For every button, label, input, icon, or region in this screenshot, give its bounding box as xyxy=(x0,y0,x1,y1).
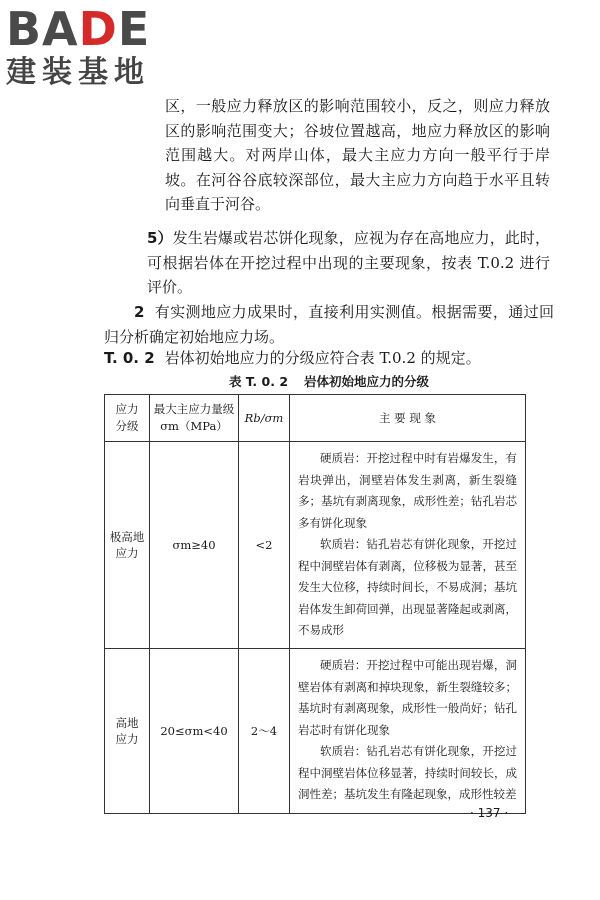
header-grade: 应力 分级 xyxy=(105,395,150,442)
item-number: 5） xyxy=(147,229,173,247)
cell-magnitude: 20≤σm<40 xyxy=(150,648,239,813)
phenomena-hard-rock: 硬质岩：开挖过程中可能出现岩爆，洞壁岩体有剥离和掉块现象，新生裂缝较多；基坑时有剥离现象，成形性一般尚好；钻孔岩芯时有饼化现象 xyxy=(298,658,517,737)
paragraph-t02 xyxy=(104,346,554,371)
table-caption-number: 表 T. 0. 2 xyxy=(228,374,289,389)
brand-logo xyxy=(6,4,186,90)
cell-ratio: <2 xyxy=(239,442,290,649)
paragraph-clause-2 xyxy=(104,300,554,349)
phenomena-soft-rock: 软质岩：钻孔岩芯有饼化现象，开挖过程中洞壁岩体有剥离，位移极为显著，甚至发生大位移，持续时间长，不易成洞；基坑岩体发生卸荷回弹，出现显著隆起或剥离，不易成形 xyxy=(298,537,517,637)
logo-wordmark xyxy=(6,4,186,54)
logo-part-1: BA xyxy=(6,2,79,56)
paragraph-item-5 xyxy=(147,226,550,300)
cell-phenomena xyxy=(290,442,526,649)
clause-number: 2 xyxy=(134,303,145,321)
cell-magnitude: σm≥40 xyxy=(150,442,239,649)
logo-part-3: E xyxy=(117,2,151,56)
table-row xyxy=(105,648,526,813)
page-number: · 137 · xyxy=(470,806,509,820)
stress-grade-table xyxy=(104,394,526,814)
header-phenomena: 主 要 现 象 xyxy=(290,395,526,442)
phenomena-hard-rock: 硬质岩：开挖过程中时有岩爆发生，有岩块弹出，洞壁岩体发生剥离，新生裂缝多；基坑有剥离现象，成形性差；钻孔岩芯多有饼化现象 xyxy=(298,451,517,530)
header-max-stress: 最大主应力量级 σm（MPa） xyxy=(150,395,239,442)
clause-2-text: 有实测地应力成果时，直接利用实测值。根据需要，通过回归分析确定初始地应力场。 xyxy=(104,303,554,346)
cell-ratio: 2～4 xyxy=(239,648,290,813)
table-caption xyxy=(104,372,554,390)
cell-phenomena xyxy=(290,648,526,813)
cell-grade: 高地 应力 xyxy=(105,648,150,813)
phenomena-soft-rock: 软质岩：钻孔岩芯有饼化现象，开挖过程中洞壁岩体位移显著，持续时间较长，成洞性差；基坑发生有隆起现象，成形性较差 xyxy=(298,744,517,802)
paragraph-stress-release: 区，一般应力释放区的影响范围较小，反之，则应力释放区的影响范围变大；谷坡位置越高，地应力释放区的影响范围越大。对两岸山体，最大主应力方向一般平行于岸坡。在河谷谷底较深部位，最大主应力方向趋于水平且转向垂直于河谷。 xyxy=(165,97,550,213)
table-row xyxy=(105,442,526,649)
item-5-text: 发生岩爆或岩芯饼化现象，应视为存在高地应力，此时，可根据岩体在开挖过程中出现的主要现象，按表 T.0.2 进行评价。 xyxy=(147,229,550,296)
cell-grade: 极高地 应力 xyxy=(105,442,150,649)
table-header-row xyxy=(105,395,526,442)
section-number: T. 0. 2 xyxy=(104,349,155,367)
table-caption-text: 岩体初始地应力的分级 xyxy=(304,374,430,389)
logo-part-2: D xyxy=(78,2,118,56)
section-t02-text: 岩体初始地应力的分级应符合表 T.0.2 的规定。 xyxy=(164,349,481,367)
logo-subtitle: 建装基地 xyxy=(6,55,150,90)
header-ratio: Rb/σm xyxy=(239,395,290,442)
